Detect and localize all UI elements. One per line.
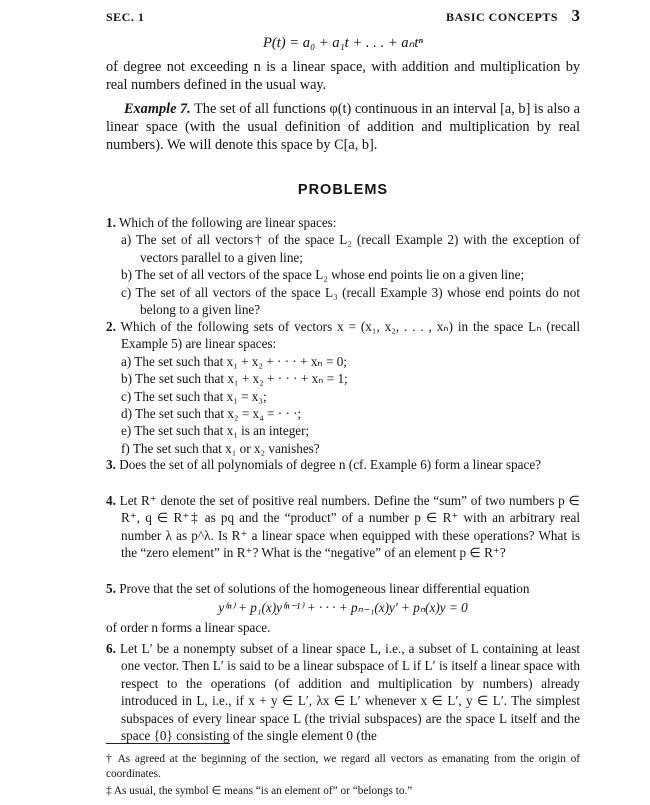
footnote-double-dagger: ‡ As usual, the symbol ∈ means “is an element of” or “belongs to.” — [106, 785, 413, 797]
problem-item: b) The set such that x₁ + x₂ + · · · + xₙ = 1; — [121, 371, 348, 387]
problem-item: a) The set of all vectors† of the space L₂ (recall Example 2) with the exception of vectors parallel to a given line; — [121, 232, 580, 265]
problem-text: Which of the following are linear spaces: — [118, 215, 337, 230]
problem-number: 2. — [106, 319, 116, 334]
problem-number: 4. — [106, 493, 116, 508]
example-7-label: Example 7. — [124, 101, 191, 117]
problem-4 — [106, 492, 580, 562]
problem-3 — [106, 456, 580, 473]
problem-number: 3. — [106, 457, 116, 472]
differential-equation: y⁽ⁿ⁾ + p₁(x)y⁽ⁿ⁻¹⁾ + · · · + pₙ₋₁(x)y′ + pₙ(x)y = 0 — [218, 600, 468, 616]
problem-6 — [106, 640, 580, 744]
problem-item: c) The set of all vectors of the space L₃ (recall Example 3) whose end points do not belong to a given line? — [121, 284, 580, 318]
problem-5 — [106, 580, 580, 636]
footnote-dagger: † As agreed at the beginning of the section, we regard all vectors as emanating from the origin of coordinates. — [106, 753, 580, 780]
problem-number: 5. — [106, 581, 116, 596]
polynomial-formula: P(t) = a₀ + a₁t + . . . + aₙtⁿ — [262, 35, 424, 51]
problem-item: e) The set such that x₁ is an integer; — [121, 423, 310, 439]
problem-5-conclusion: of order n forms a linear space. — [106, 619, 271, 635]
example-7 — [106, 100, 580, 155]
running-title: BASIC CONCEPTS — [445, 10, 558, 24]
problem-number: 6. — [106, 641, 116, 656]
paragraph-degree: of degree not exceeding n is a linear space, with addition and multiplication by real numbers defined in the usual way. — [106, 59, 580, 94]
section-label: SEC. 1 — [106, 10, 145, 24]
problems-heading: PROBLEMS — [297, 182, 389, 198]
problem-text: Let R⁺ denote the set of positive real numbers. Define the “sum” of two numbers p ∈ R⁺, q ∈ R⁺‡ as pq and the “product” of a number p ∈ R⁺ with an arbitrary real number λ as p^λ. Is R⁺ a linear space when equipped with these operations? What is the “zero element” in R⁺? What is the “negative” of an element p ∈ R⁺? — [119, 493, 580, 561]
problem-text: Let L′ be a nonempty subset of a linear space L, i.e., a subset of L containing at least one vector. Then L′ is said to be a linear subspace of L if L′ is itself a linear space with respect to the operations (of addition and multiplication by numbers) already introduced in L, i.e., if x + y ∈ L′, λx ∈ L′ whenever x ∈ L′, y ∈ L′. The simplest subspaces of every linear space L (the trivial subspaces) are the space L itself and the space {0} consisting of the single element 0 (the — [120, 641, 581, 744]
footnote-rule — [106, 743, 230, 744]
problem-1 — [106, 214, 580, 318]
page-number: 3 — [571, 6, 580, 25]
problem-2 — [106, 318, 580, 457]
problem-item: f) The set such that x₁ or x₂ vanishes? — [121, 440, 320, 456]
running-header — [106, 6, 580, 28]
problem-item: c) The set such that x₁ = x₃; — [121, 388, 267, 404]
example-7-text: The set of all functions φ(t) continuous in an interval [a, b] is also a linear space (with the usual definition of addition and multiplication by real numbers). We will denote this space by C[a, b]. — [106, 101, 580, 154]
problem-text: Prove that the set of solutions of the homogeneous linear differential equation — [119, 581, 530, 596]
problem-item: a) The set such that x₁ + x₂ + · · · + xₙ = 0; — [121, 353, 347, 369]
problem-number: 1. — [106, 215, 116, 230]
problem-item: d) The set such that x₂ = x₄ = · · ·; — [121, 406, 302, 422]
problem-item: b) The set of all vectors of the space L₂ whose end points lie on a given line; — [121, 267, 525, 283]
problem-text: Which of the following sets of vectors x = (x₁, x₂, . . . , xₙ) in the space Lₙ (recall Example 5) are linear spaces: — [120, 319, 581, 352]
problem-text: Does the set of all polynomials of degree n (cf. Example 6) form a linear space? — [119, 457, 542, 472]
